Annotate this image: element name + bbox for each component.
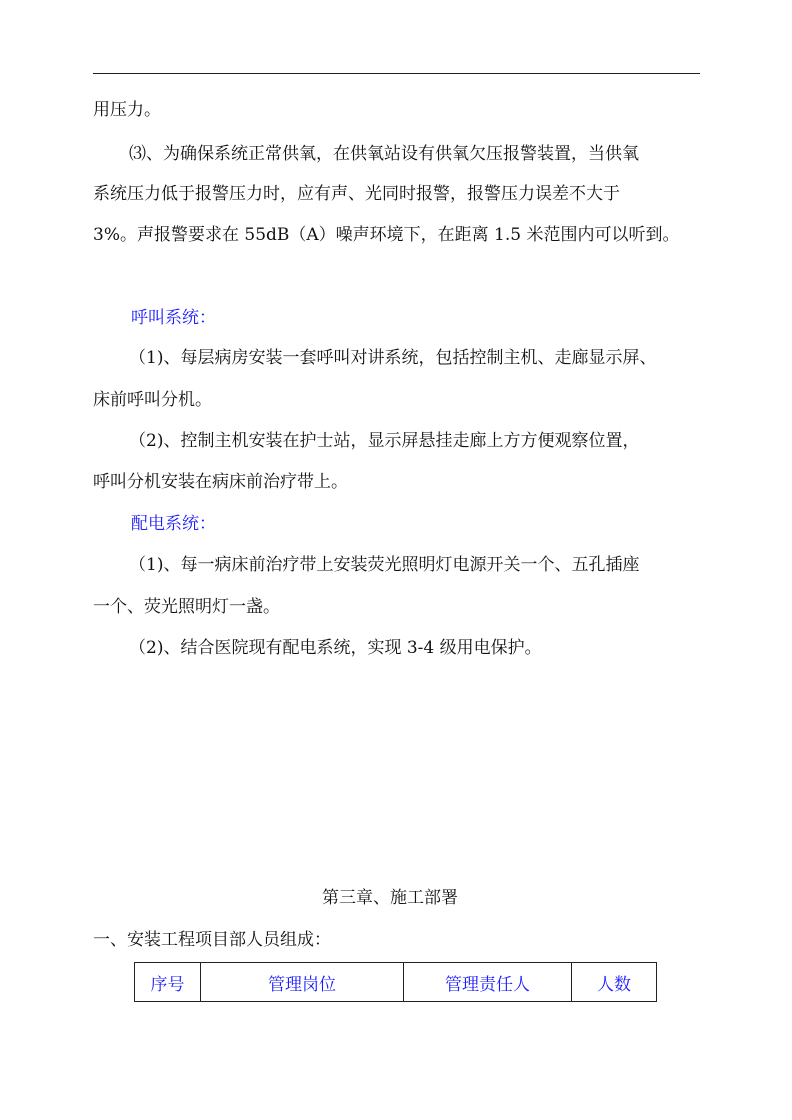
header-rule (93, 73, 700, 74)
call-system-heading: 呼叫系统： (131, 308, 216, 328)
power-system-heading: 配电系统： (131, 514, 216, 534)
table-header-cell: 序号 (135, 963, 201, 1001)
paragraph-line: 呼叫分机安装在病床前治疗带上。 (93, 472, 348, 492)
paragraph-line: 系统压力低于报警压力时，应有声、光同时报警，报警压力误差不大于 (93, 184, 620, 204)
paragraph-line: 一个、荧光照明灯一盏。 (93, 597, 280, 617)
section-title: 一、安装工程项目部人员组成： (93, 930, 331, 950)
paragraph-line: （2)、控制主机安装在护士站，显示屏悬挂走廊上方方便观察位置， (129, 431, 640, 451)
paragraph-line: （2)、结合医院现有配电系统，实现 3-4 级用电保护。 (129, 638, 542, 658)
paragraph-line: （1)、每一病床前治疗带上安装荧光照明灯电源开关一个、五孔插座 (129, 555, 640, 575)
chapter-title: 第三章、施工部署 (322, 888, 458, 908)
table-header-cell: 管理责任人 (404, 963, 572, 1001)
paragraph-line: （1)、每层病房安装一套呼叫对讲系统，包括控制主机、走廊显示屏、 (129, 348, 657, 368)
table-header-cell: 人数 (597, 974, 631, 995)
paragraph-line: 3%。声报警要求在 55dB（A）噪声环境下，在距离 1.5 米范围内可以听到。 (93, 225, 680, 245)
paragraph-line: 床前呼叫分机。 (93, 390, 212, 410)
table-header-cell: 管理岗位 (201, 963, 404, 1001)
staff-table-header (134, 962, 657, 1002)
paragraph-line: ⑶、为确保系统正常供氧，在供氧站设有供氧欠压报警装置，当供氧 (129, 144, 639, 164)
paragraph-line: 用压力。 (93, 100, 161, 120)
